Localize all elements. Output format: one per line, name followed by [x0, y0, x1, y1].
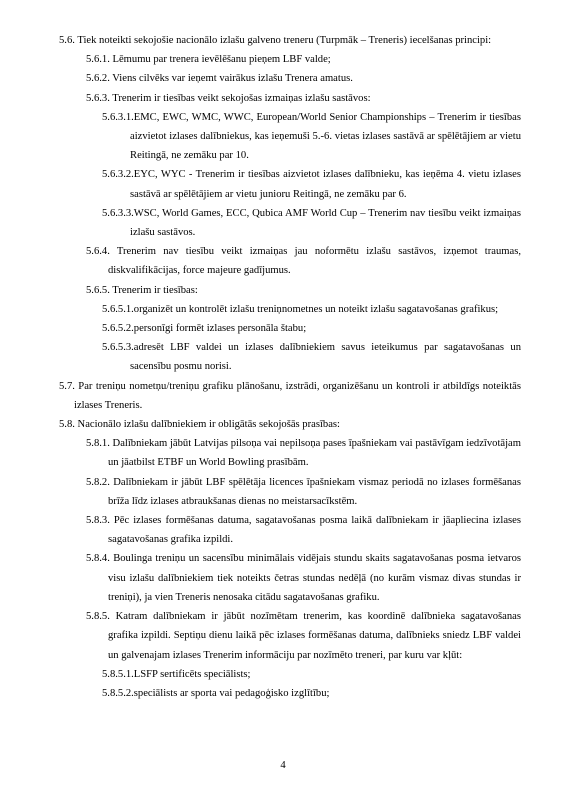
clause-5-8-3: 5.8.3. Pēc izlases formēšanas datuma, sagatavošanas posma laikā dalībniekam ir jāapliecina izlases sagatavošanas grafika izpildi. — [86, 515, 521, 546]
clause-5-6-5-1: 5.6.5.1.organizēt un kontrolēt izlašu treniņnometnes un noteikt izlašu sagatavošanas grafikus; — [102, 303, 499, 315]
clause-5-8: 5.8. Nacionālo izlašu dalībniekiem ir obligātās sekojošās prasības: — [59, 419, 340, 431]
clause-5-8-5-2: 5.8.5.2.speciālists ar sporta vai pedagoģisko izglītību; — [102, 687, 330, 699]
clause-5-6-5: 5.6.5. Trenerim ir tiesības: — [86, 284, 198, 296]
clause-5-6-5-3: 5.6.5.3.adresēt LBF valdei un izlases dalībniekiem savus ieteikumus par sagatavošanas un sacensību posmu norisi. — [102, 342, 521, 373]
clause-5-7: 5.7. Par treniņu nometņu/treniņu grafiku plānošanu, izstrādi, organizēšanu un kontroli ir atbildīgs noteiktās izlases Treneris. — [59, 380, 521, 411]
clause-5-6-4: 5.6.4. Trenerim nav tiesību veikt izmaiņas jau noformētu izlašu sastāvos, izņemot traumas, diskvalifikācijas, force majeure gadījumus. — [86, 246, 521, 277]
clause-5-6: 5.6. Tiek noteikti sekojošie nacionālo izlašu galveno treneru (Turpmāk – Treneris) iecelšanas principi: — [59, 35, 492, 46]
clause-5-8-5-1: 5.8.5.1.LSFP sertificēts speciālists; — [102, 668, 251, 680]
clause-5-6-3-3: 5.6.3.3.WSC, World Games, ECC, Qubica AMF World Cup – Trenerim nav tiesību veikt izmaiņas izlašu sastāvos. — [102, 207, 521, 239]
page-number: 4 — [280, 760, 286, 771]
clause-5-6-1: 5.6.1. Lēmumu par trenera ievēlēšanu pieņem LBF valde; — [86, 54, 331, 66]
clause-5-8-1: 5.8.1. Dalībniekam jābūt Latvijas pilsoņa vai nepilsoņa pases īpašniekam vai pastāvīgam iedzīvotājam un jāatbilst ETBF un World Bowling prasībām. — [86, 438, 521, 469]
clause-5-6-3-1: 5.6.3.1.EMC, EWC, WMC, WWC, European/World Senior Championships – Trenerim ir tiesības aizvietot izlases dalībniekus, kas ieņemuši 5.-6. vietas izlases sastāvā ar spēlētājiem ar vietu Reitingā, ne zemāku par 10. — [102, 111, 521, 162]
clause-5-8-5: 5.8.5. Katram dalībniekam ir jābūt nozīmētam trenerim, kas koordinē dalībnieka sagatavošanas grafika izpildi. Septiņu dienu laikā pēc izlases formēšanas datuma, dalībnieks sniedz LBF valdei un galvenajam izlases Trenerim informāciju par nozīmēto treneri, par kuru var kļūt: — [86, 611, 521, 661]
document-body — [59, 31, 521, 703]
clause-5-6-3-2: 5.6.3.2.EYC, WYC - Trenerim ir tiesības aizvietot izlases dalībnieku, kas ieņēma 4. vietu izlases sastāvā ar spēlētājiem ar vietu junioru Reitingā, ne zemāku par 6. — [102, 169, 521, 200]
clause-5-8-2: 5.8.2. Dalībniekam ir jābūt LBF spēlētāja licences īpašniekam vismaz periodā no izlases formēšanas brīža līdz izlases atbraukšanas dienas no meistarsacīkstēm. — [86, 476, 521, 507]
clause-5-6-5-2: 5.6.5.2.personīgi formēt izlases personāla štabu; — [102, 323, 307, 335]
clause-5-6-3: 5.6.3. Trenerim ir tiesības veikt sekojošas izmaiņas izlašu sastāvos: — [86, 92, 371, 104]
clause-5-6-2: 5.6.2. Viens cilvēks var ieņemt vairākus izlašu Trenera amatus. — [86, 73, 353, 85]
clause-5-8-4: 5.8.4. Boulinga treniņu un sacensību minimālais vidējais stundu skaits sagatavošanas posma ietvaros visu izlašu dalībniekiem tiek noteikts četras stundas nedēļā (no kurām vismaz divas stundas ir treniņi), ja vien Treneris nenosaka citādu sagatavošanas grafiku. — [86, 553, 521, 603]
